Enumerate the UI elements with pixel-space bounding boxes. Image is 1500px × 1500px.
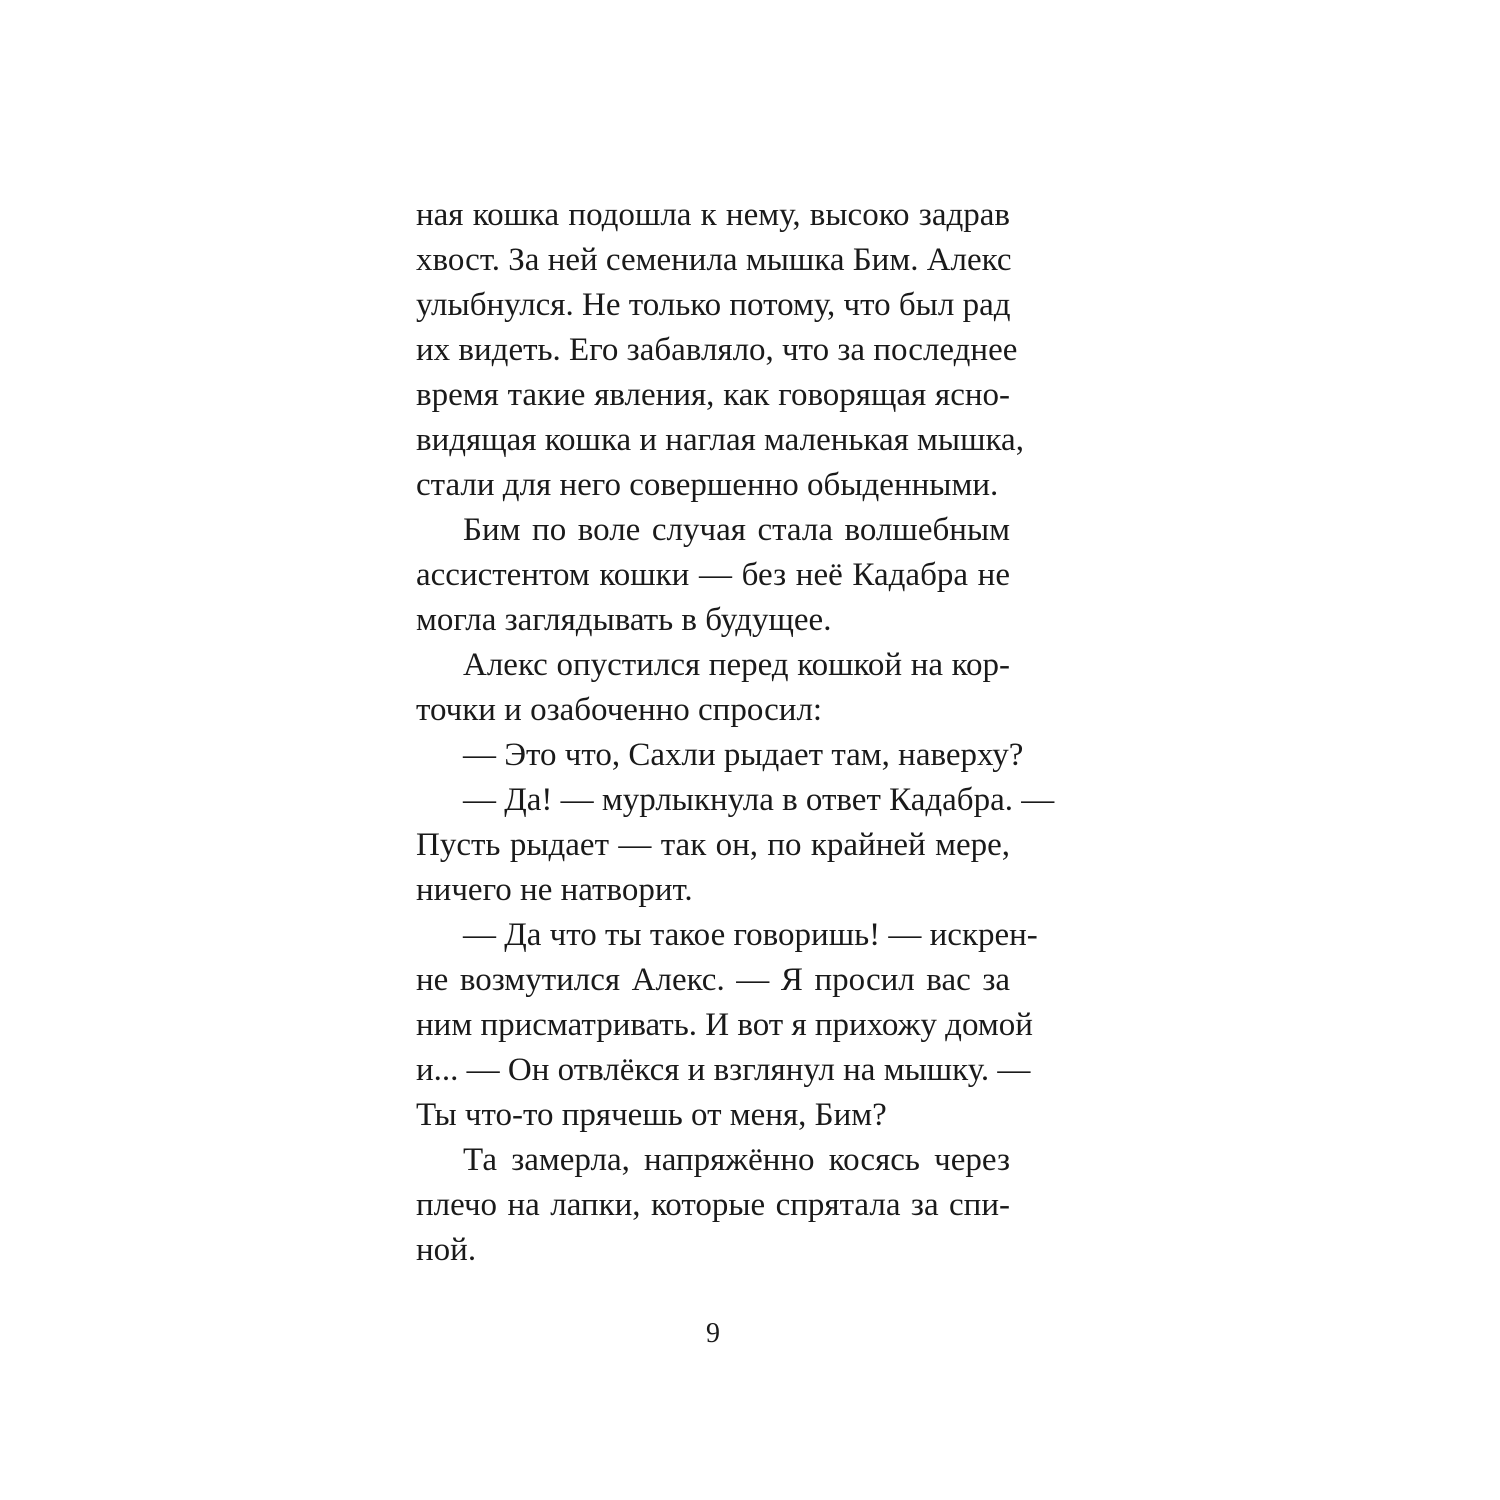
text-line: — Это что, Сахли рыдает там, наверху? [463, 737, 1024, 773]
text-line: Ты что-то прячешь от меня, Бим? [416, 1097, 887, 1133]
page-number: 9 [706, 1318, 720, 1349]
text-line: Алекс опустился перед кошкой на кор- [463, 647, 1010, 683]
text-line: Пусть рыдает — так он, по крайней мере, [416, 827, 1010, 863]
text-line: Бим по воле случая стала волшебным [463, 512, 1010, 548]
text-line: — Да! — мурлыкнула в ответ Кадабра. — [463, 782, 1055, 818]
text-line: точки и озабоченно спросил: [416, 692, 823, 728]
text-line: — Да что ты такое говоришь! — искрен- [463, 917, 1038, 953]
text-line: их видеть. Его забавляло, что за последнее [416, 332, 1018, 368]
text-line: ной. [416, 1232, 477, 1268]
text-line: ная кошка подошла к нему, высоко задрав [416, 197, 1010, 233]
text-line: ассистентом кошки — без неё Кадабра не [416, 557, 1010, 593]
text-line: и... — Он отвлёкся и взглянул на мышку. — [416, 1052, 1031, 1088]
text-line: ничего не натворит. [416, 872, 693, 908]
text-line: ним присматривать. И вот я прихожу домой [416, 1007, 1033, 1043]
text-line: могла заглядывать в будущее. [416, 602, 832, 638]
text-line: плечо на лапки, которые спрятала за спи- [416, 1187, 1010, 1223]
text-line: время такие явления, как говорящая ясно- [416, 377, 1010, 413]
text-line: Та замерла, напряжённо косясь через [463, 1142, 1010, 1178]
text-line: стали для него совершенно обыденными. [416, 467, 999, 503]
text-line: видящая кошка и наглая маленькая мышка, [416, 422, 1024, 458]
text-line: хвост. За ней семенила мышка Бим. Алекс [416, 242, 1012, 278]
text-line: улыбнулся. Не только потому, что был рад [416, 287, 1011, 323]
text-line: не возмутился Алекс. — Я просил вас за [416, 962, 1010, 998]
